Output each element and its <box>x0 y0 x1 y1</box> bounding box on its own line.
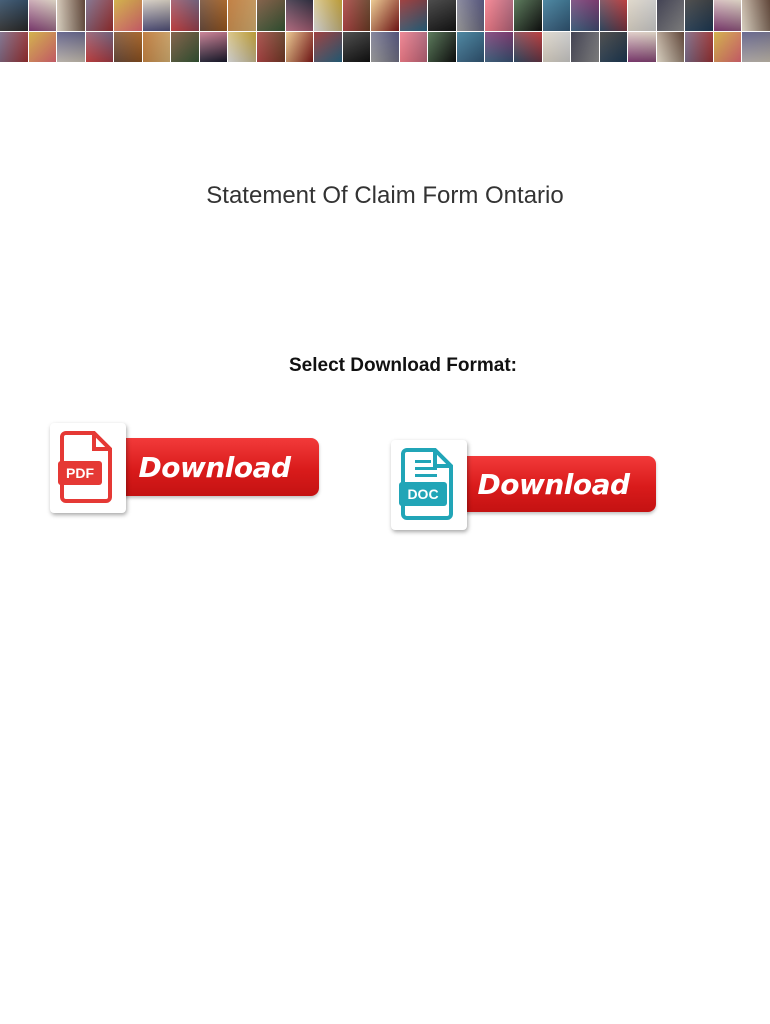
cover-thumbnail <box>143 0 171 31</box>
cover-thumbnail <box>314 0 342 31</box>
pdf-icon-label: PDF <box>66 465 94 481</box>
cover-thumbnail <box>114 32 142 63</box>
doc-download-label: Download <box>477 467 630 501</box>
cover-thumbnail <box>143 32 171 63</box>
cover-thumbnail <box>286 0 314 31</box>
cover-thumbnail <box>86 0 114 31</box>
cover-thumbnail <box>600 32 628 63</box>
cover-thumbnail <box>86 32 114 63</box>
cover-thumbnail <box>228 32 256 63</box>
cover-thumbnail <box>114 0 142 31</box>
cover-thumbnail <box>228 0 256 31</box>
cover-thumbnail <box>0 0 28 31</box>
cover-thumbnail <box>29 32 57 63</box>
cover-thumbnail <box>0 32 28 63</box>
cover-thumbnail <box>371 0 399 31</box>
cover-thumbnail <box>514 0 542 31</box>
cover-thumbnail <box>714 0 742 31</box>
cover-thumbnail <box>685 32 713 63</box>
cover-thumbnail <box>400 0 428 31</box>
cover-thumbnail <box>600 0 628 31</box>
cover-thumbnail <box>257 32 285 63</box>
cover-thumbnail <box>657 0 685 31</box>
doc-file-icon <box>391 440 467 530</box>
cover-thumbnail <box>485 0 513 31</box>
cover-thumbnail <box>286 32 314 63</box>
cover-thumbnail <box>457 32 485 63</box>
book-cover-banner <box>0 0 770 62</box>
cover-thumbnail <box>29 0 57 31</box>
cover-thumbnail <box>428 32 456 63</box>
cover-thumbnail <box>314 32 342 63</box>
cover-thumbnail <box>543 32 571 63</box>
cover-thumbnail <box>343 0 371 31</box>
doc-icon-label: DOC <box>407 486 439 502</box>
cover-thumbnail <box>428 0 456 31</box>
cover-thumbnail <box>257 0 285 31</box>
cover-thumbnail <box>685 0 713 31</box>
cover-thumbnail <box>400 32 428 63</box>
pdf-download-label: Download <box>138 450 291 484</box>
cover-thumbnail <box>628 32 656 63</box>
pdf-file-icon <box>50 423 126 513</box>
cover-thumbnail <box>171 32 199 63</box>
cover-thumbnail <box>343 32 371 63</box>
doc-download-label-box[interactable] <box>451 456 656 512</box>
cover-thumbnail <box>657 32 685 63</box>
cover-thumbnail <box>714 32 742 63</box>
cover-thumbnail <box>485 32 513 63</box>
cover-thumbnail <box>57 0 85 31</box>
cover-thumbnail <box>742 32 770 63</box>
cover-thumbnail <box>514 32 542 63</box>
cover-thumbnail <box>543 0 571 31</box>
cover-thumbnail <box>571 0 599 31</box>
select-format-label: Select Download Format: <box>288 355 518 376</box>
cover-thumbnail <box>742 0 770 31</box>
cover-thumbnail <box>57 32 85 63</box>
cover-thumbnail <box>571 32 599 63</box>
cover-thumbnail <box>628 0 656 31</box>
cover-thumbnail <box>200 32 228 63</box>
cover-thumbnail <box>171 0 199 31</box>
cover-thumbnail <box>371 32 399 63</box>
cover-thumbnail <box>200 0 228 31</box>
pdf-download-label-box[interactable] <box>110 438 319 496</box>
cover-thumbnail <box>457 0 485 31</box>
page-title: Statement Of Claim Form Ontario <box>206 182 564 209</box>
